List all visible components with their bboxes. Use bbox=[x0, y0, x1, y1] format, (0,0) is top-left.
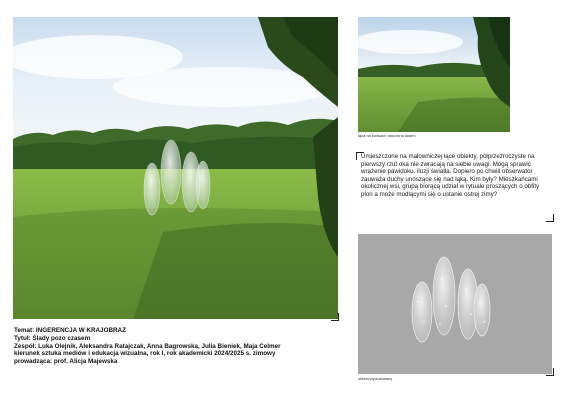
main-photo bbox=[13, 17, 338, 319]
credits-supervisor: prowadząca: prof. Alicja Majewska bbox=[14, 358, 118, 366]
credits-program: kierunek sztuka mediów i edukacja wizualna, rok I, rok akademicki 2024/2025 s. zimowy bbox=[14, 350, 276, 358]
description-text: Umieszczone na malowniczej łące obiekty, półprzezroczyste na pierwszy rzut oka nie zwracają na siebie uwagi. Mogą sprawić wrażenie pawidoku, iluzji światła. Dopiero po chwili obserwator zauważa duchy unoszące się nad łąką. Kim były? Mieszkańcami okolicznej wsi, grupą biorącą udział w rytuale proszących o obfity plon a może modlącymi się o ustanie ostrej zimy? bbox=[361, 153, 540, 198]
credits-title: Tytuł: Ślady pozo czasem bbox=[14, 334, 91, 342]
credits-block bbox=[14, 327, 344, 366]
bottom-right-photo-caption: obiekt wyizolowany bbox=[358, 376, 393, 381]
corner-mark-text-bottom-right bbox=[546, 214, 554, 222]
bottom-right-photo bbox=[358, 234, 552, 374]
top-right-photo-caption: łąka na kulisach otoczona lasem bbox=[358, 133, 416, 138]
credits-team: Zespół: Luka Olejnik, Aleksandra Ratajczak, Anna Bagrowska, Julia Bieniek, Maja Celmer bbox=[14, 342, 281, 350]
top-right-photo bbox=[358, 17, 510, 132]
credits-topic: Temat: INGERENCJA W KRAJOBRAZ bbox=[14, 327, 126, 334]
